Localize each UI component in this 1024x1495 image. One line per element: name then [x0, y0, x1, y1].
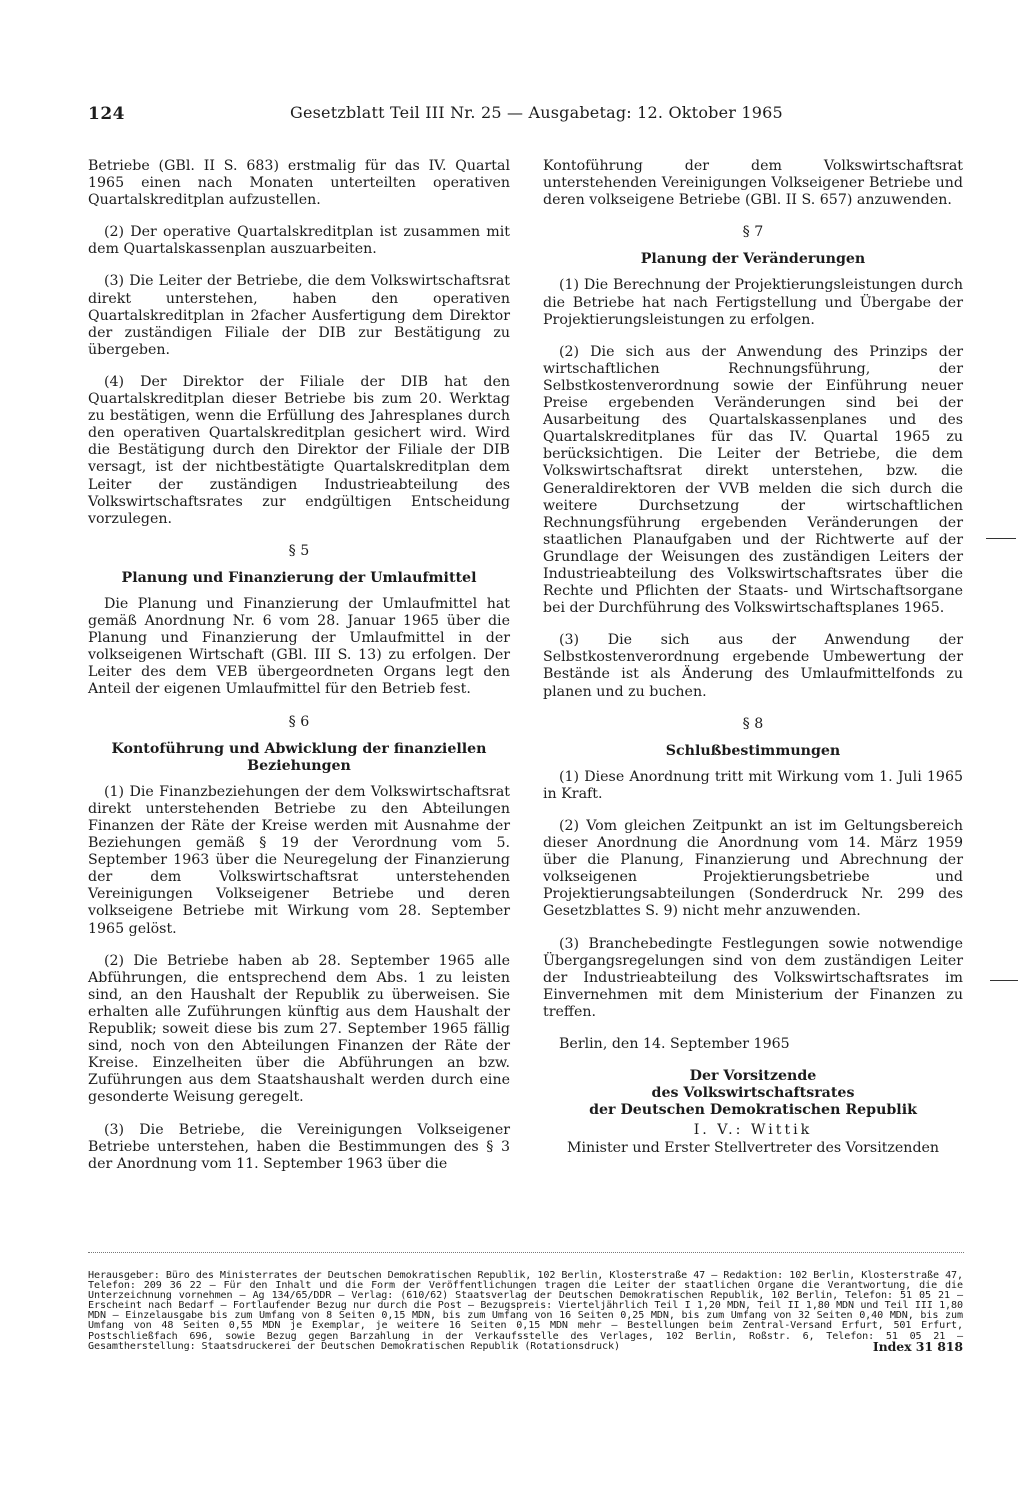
left-column [88, 158, 510, 1173]
signatory-title: der Deutschen Demokratischen Republik [589, 1102, 917, 1119]
paragraph: (2) Vom gleichen Zeitpunkt an ist im Geltungsbereich dieser Anordnung die Anordnung vom 14. März 1959 über die Planung, Finanzierung und Abrechnung der volkseigenen Projektierungsbetriebe und Projektierungsabteilungen (Sonderdruck Nr. 299 des Gesetzblattes S. 9) nicht mehr anzuwenden. [543, 818, 963, 920]
paragraph: (2) Die Betriebe haben ab 28. September 1965 alle Abführungen, die entsprechend dem Abs. 1 zu leisten sind, an den Haushalt der Republik zu überweisen. Sie erhalten alle Zuführungen künftig aus dem Haushalt der Republik; soweit diese bis zum 27. September 1965 fällig sind, noch von den Abteilungen Finanzen der Räte der Kreise. Einzelheiten über die Abführungen an bzw. Zuführungen aus dem Staatshaushalt werden durch eine gesonderte Weisung geregelt. [88, 952, 510, 1106]
place-date: Berlin, den 14. September 1965 [559, 1036, 790, 1053]
paragraph: (3) Die Leiter der Betriebe, die dem Volkswirtschaftsrat direkt unterstehen, haben den operativen Quartalskreditplan in 2facher Ausfertigung dem Direktor der zuständigen Filiale der DIB zur Bestätigung zu übergeben. [88, 273, 510, 358]
paragraph: (3) Die Betriebe, die Vereinigungen Volkseigener Betriebe unterstehen, haben die Bestimmungen des § 3 der Anordnung vom 11. September 1963 über die [88, 1121, 510, 1172]
signatory-title: Der Vorsitzende [689, 1068, 817, 1085]
paragraph: (3) Die sich aus der Anwendung der Selbstkostenverordnung ergebende Umbewertung der Bestände ist als Änderung des Umlaufmittelfonds zu planen und zu buchen. [543, 632, 963, 700]
section-number: § 7 [742, 224, 764, 241]
section-heading [88, 741, 510, 775]
paragraph: (3) Branchebedingte Festlegungen sowie notwendige Übergangsregelungen sind von dem zuständigen Leiter der Industrieabteilung des Volkswirtschaftsrates im Einvernehmen mit dem Ministerium der Finanzen zu treffen. [543, 935, 963, 1020]
heading-line: Beziehungen [247, 757, 351, 774]
right-column [543, 158, 963, 1157]
section-number: § 5 [288, 542, 310, 559]
imprint-footer [88, 1271, 963, 1352]
running-header: Gesetzblatt Teil III Nr. 25 — Ausgabetag: 12. Oktober 1965 [290, 103, 783, 122]
paragraph: Kontoführung der dem Volkswirtschaftsrat unterstehenden Vereinigungen Volkseigener Betriebe und deren volkseigene Betriebe (GBl. II S. 657) anzuwenden. [543, 158, 963, 209]
section-number: § 8 [742, 715, 764, 732]
paragraph: (4) Der Direktor der Filiale der DIB hat den Quartalskreditplan dieser Betriebe bis zum 20. Werktag zu bestätigen, wenn die Erfüllung des Jahresplanes durch den operativen Quartalskreditplan gesichert wird. Wird die Bestätigung durch den Direktor der Filiale der DIB versagt, ist der nichtbestätigte Quartalskreditplan dem Leiter der zuständigen Industrieabteilung des Volkswirtschaftsrates zur endgültigen Entscheidung vorzulegen. [88, 373, 510, 527]
section-heading: Planung und Finanzierung der Umlaufmittel [121, 569, 477, 586]
section-number: § 6 [288, 713, 310, 730]
heading-line: Kontoführung und Abwicklung der finanziellen [111, 740, 487, 757]
paragraph: (1) Die Berechnung der Projektierungsleistungen durch die Betriebe hat nach Fertigstellung und Übergabe der Projektierungsleistungen zu erfolgen. [543, 277, 963, 328]
imprint-text: Herausgeber: Büro des Ministerrates der Deutschen Demokratischen Republik, 102 Berlin, Klosterstraße 47 — Redaktion: 102 Berlin, Klosterstraße 47, Telefon: 209 36 22 — Für den Inhalt und die Form der Veröffentlichungen tragen die Leiter der staatlichen Organe die Verantwortung, die die Unterzeichnung vornehmen — Ag 134/65/DDR — Verlag: (610/62) Staatsverlag der Deutschen Demokratischen Republik, 102 Berlin, Telefon: 51 05 21 — Erscheint nach Bedarf — Fortlaufender Bezug nur durch die Post — Bezugspreis: Vierteljährlich Teil I 1,20 MDN, Teil II 1,80 MDN und Teil III 1,80 MDN — Einzelausgabe bis zum Umfang von 8 Seiten 0,15 MDN, bis zum Umfang von 16 Seiten 0,25 MDN, bis zum Umfang von 32 Seiten 0,40 MDN, bis zum Umfang von 48 Seiten 0,55 MDN je Exemplar, je weitere 16 Seiten 0,15 MDN mehr — Bestellungen beim Zentral-Versand Erfurt, 501 Erfurt, Postschließfach 696, sowie Bezug gegen Barzahlung in der Verkaufsstelle des Verlages, 102 Berlin, Roßstr. 6, Telefon: 51 05 21 — Gesamtherstellung: Staatsdruckerei der Deutschen Demokratischen Republik (Rotationsdruck) [88, 1270, 963, 1352]
page-number: 124 [88, 104, 125, 124]
margin-mark [990, 980, 1018, 981]
signatory-position: Minister und Erster Stellvertreter des Vorsitzenden [566, 1139, 940, 1156]
section-heading: Schlußbestimmungen [665, 742, 841, 759]
paragraph: (1) Diese Anordnung tritt mit Wirkung vom 1. Juli 1965 in Kraft. [543, 768, 963, 802]
margin-mark [986, 538, 1016, 539]
section-heading: Planung der Veränderungen [640, 251, 866, 268]
footer-rule [88, 1252, 964, 1253]
signature-block [543, 1068, 963, 1156]
signatory-title: des Volkswirtschaftsrates [651, 1085, 855, 1102]
signatory-name: I. V.: Wittik [693, 1122, 813, 1139]
paragraph: (2) Die sich aus der Anwendung des Prinzips der wirtschaftlichen Rechnungsführung, der Selbstkostenverordnung sowie der Einführung neuer Preise ergebenden Veränderungen sind bei der Ausarbeitung des Quartalskassenplanes und des Quartalskreditplanes für das IV. Quartal 1965 zu berücksichtigen. Die Leiter der Betriebe, die dem Volkswirtschaftsrat direkt unterstehen, bzw. die Generaldirektoren der VVB melden die sich durch die weitere Durchsetzung der wirtschaftlichen Rechnungsführung ergebenden Veränderungen der staatlichen Planaufgaben und der Richtwerte auf der Grundlage der Weisungen des zuständigen Leiters der Industrieabteilung des Volkswirtschaftsrates über die Rechte und Pflichten der Staats- und Wirtschaftsorgane bei der Durchführung des Volkswirtschaftsplanes 1965. [543, 343, 963, 617]
paragraph: (1) Die Finanzbeziehungen der dem Volkswirtschaftsrat direkt unterstehenden Betriebe zu den Abteilungen Finanzen der Räte der Kreise werden mit Ausnahme der Beziehungen gemäß § 19 der Verordnung vom 5. September 1963 über die Neuregelung der Finanzierung der dem Volkswirtschaftsrat unterstehenden Vereinigungen Volkseigener Betriebe und deren volkseigene Betriebe mit Wirkung vom 28. September 1965 gelöst. [88, 783, 510, 937]
paragraph: (2) Der operative Quartalskreditplan ist zusammen mit dem Quartalskassenplan auszuarbeiten. [88, 224, 510, 258]
paragraph: Betriebe (GBl. II S. 683) erstmalig für das IV. Quartal 1965 einen nach Monaten unterteilten operativen Quartalskreditplan aufzustellen. [88, 158, 510, 209]
index-number: Index 31 818 [872, 1338, 963, 1354]
paragraph: Die Planung und Finanzierung der Umlaufmittel hat gemäß Anordnung Nr. 6 vom 28. Januar 1965 über die Planung und Finanzierung der Umlaufmittel in der volkseigenen Wirtschaft (GBl. III S. 13) zu erfolgen. Der Leiter des dem VEB übergeordneten Organs legt den Anteil der eigenen Umlaufmittel für den Betrieb fest. [88, 595, 510, 698]
